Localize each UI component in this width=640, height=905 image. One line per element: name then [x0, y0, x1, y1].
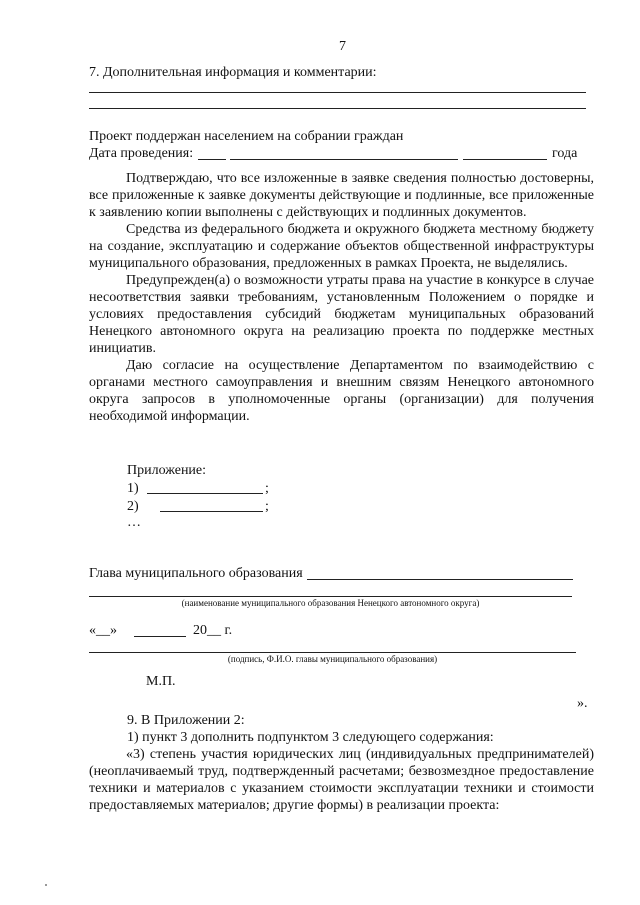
attachment-sep-1: ;: [265, 481, 269, 496]
signature-caption: (подпись, Ф.И.О. главы муниципального образования): [227, 654, 438, 664]
paragraph-warned: Предупрежден(а) о возможности утраты права на участие в конкурсе в случае несоответствия заявки требованиям, установленным Положением о порядке и условиях предоставления субсидий бюджетам муниципальных образований Ненецкого автономного округа на реализацию проекта по поддержке местных инициатив.: [89, 273, 594, 356]
date-day-line: [198, 159, 226, 160]
paragraph-consent: Даю согласие на осуществление Департаментом по взаимодействию с органами местного самоуправления и внешним связям Ненецкого автономного округа запросов в уполномоченные органы (организации) для получения необходимой информации.: [89, 358, 594, 424]
section9-title: 9. В Приложении 2:: [127, 713, 245, 728]
year-suffix: года: [552, 146, 578, 161]
signature-month-line: [134, 636, 186, 637]
section9-quote-block: [89, 746, 594, 814]
attachments-ellipsis: …: [127, 515, 141, 530]
attachment-item-1: 1): [127, 481, 139, 496]
declaration-block: [89, 170, 594, 425]
attachment-item-2: 2): [127, 499, 139, 514]
date-year-line: [463, 159, 547, 160]
stamp-label: М.П.: [146, 674, 176, 689]
attachment-sep-2: ;: [265, 499, 269, 514]
head-signature-line: [307, 579, 573, 580]
head-label: Глава муниципального образования: [89, 566, 303, 581]
section7-title: 7. Дополнительная информация и комментарии:: [89, 65, 377, 80]
comment-line-2: [89, 108, 586, 109]
date-label: Дата проведения:: [89, 146, 194, 161]
date-year: 20__ г.: [193, 623, 233, 638]
attachments-label: Приложение:: [127, 463, 207, 478]
municipality-caption: (наименование муниципального образования Ненецкого автономного округа): [181, 598, 480, 608]
page-number: 7: [339, 39, 346, 54]
attachment-line-1: [147, 493, 263, 494]
attachment-line-2: [160, 511, 263, 512]
date-open: «__»: [89, 623, 117, 638]
municipality-name-line: [89, 596, 572, 597]
section9-quote: «3) степень участия юридических лиц (индивидуальных предпринимателей) (неоплачиваемый труд, подтвержденный расчетами; безвозмездное предоставление техники и материалов с указанием стоимости эксплуатации техники и стоимости предоставляемых материалов; другие формы) в реализации проекта:: [89, 747, 594, 813]
support-text: Проект поддержан населением на собрании граждан: [89, 129, 404, 144]
section9-sub1: 1) пункт 3 дополнить подпунктом 3 следующего содержания:: [127, 730, 494, 745]
date-month-line: [230, 159, 458, 160]
scan-speck: [45, 884, 47, 886]
paragraph-confirm: Подтверждаю, что все изложенные в заявке сведения полностью достоверны, все приложенные к заявке документы действующие и подлинные, все приложенные к заявлению копии выполнены с действующих и подлинных документов.: [89, 171, 594, 220]
signature-line: [89, 652, 576, 653]
close-quote: ».: [577, 696, 588, 711]
comment-line-1: [89, 92, 586, 93]
paragraph-funds: Средства из федерального бюджета и окружного бюджета местному бюджету на создание, эксплуатацию и содержание объектов общественной инфраструктуры муниципального образования, предложенных в рамках Проекта, не выделялись.: [89, 222, 594, 271]
